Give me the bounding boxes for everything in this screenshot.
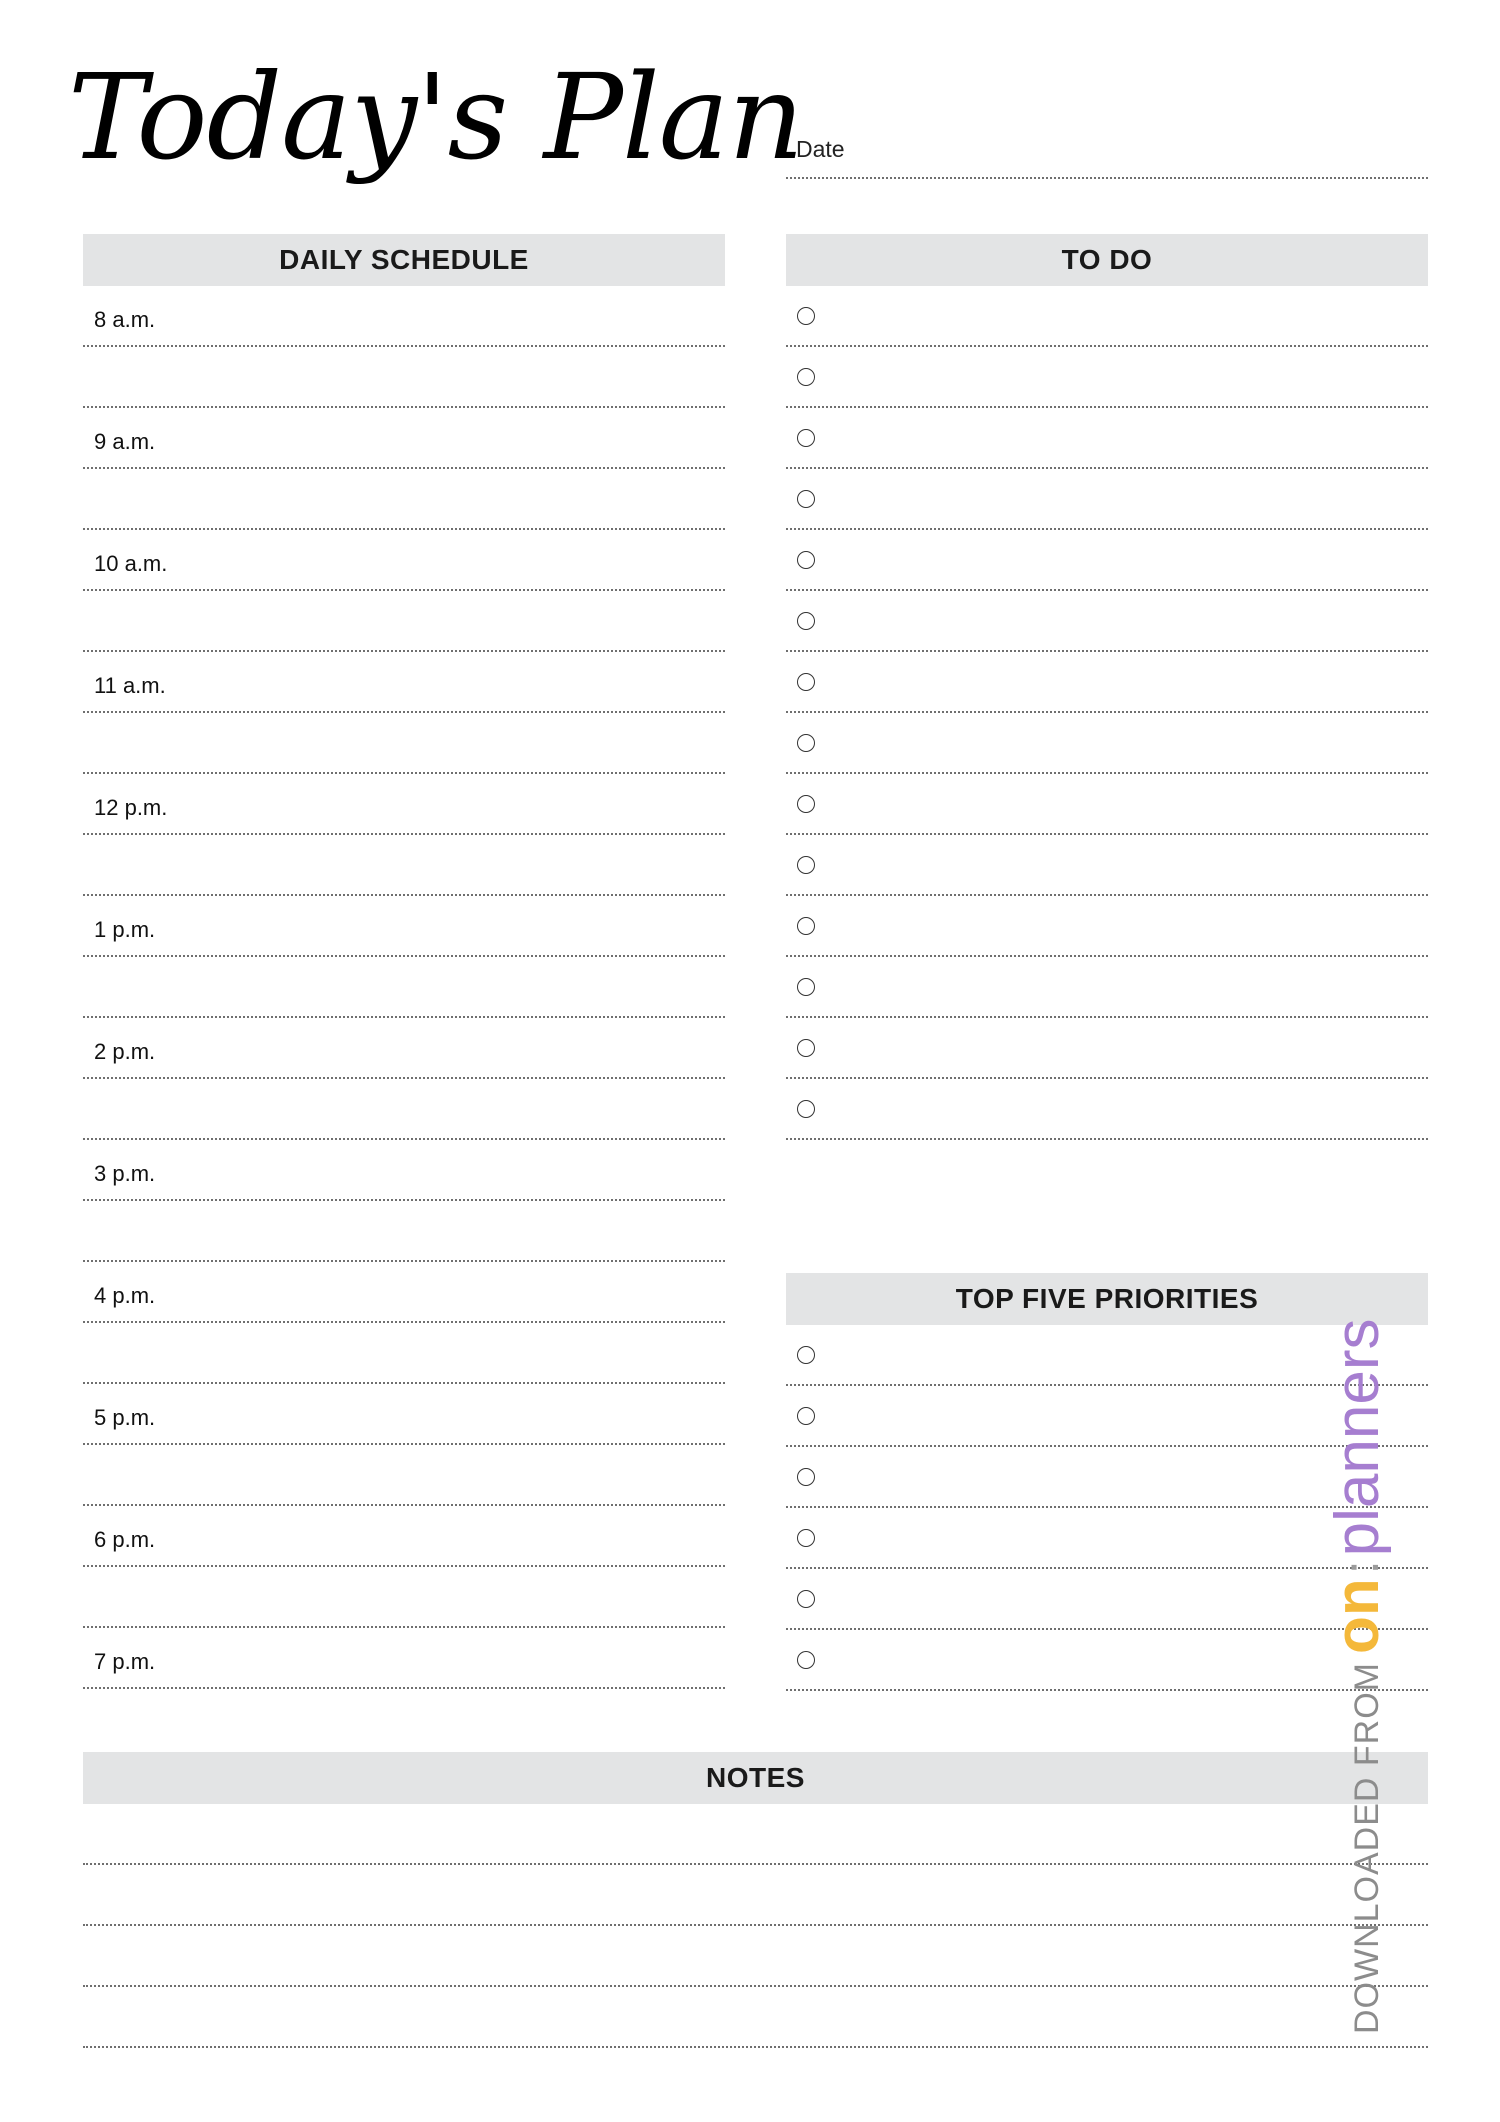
daily-schedule-title: DAILY SCHEDULE (279, 244, 529, 275)
checkbox-circle-icon[interactable] (797, 673, 815, 691)
checkbox-circle-icon[interactable] (797, 551, 815, 569)
checkbox-circle-icon[interactable] (797, 978, 815, 996)
schedule-row[interactable] (83, 652, 725, 713)
todo-item[interactable] (786, 408, 1428, 469)
todo-item[interactable] (786, 1079, 1428, 1140)
priorities-header (786, 1273, 1428, 1325)
todo-item[interactable] (786, 469, 1428, 530)
schedule-row[interactable] (83, 1506, 725, 1567)
page-title: Today's Plan (68, 48, 804, 186)
todo-item[interactable] (786, 713, 1428, 774)
schedule-row[interactable] (83, 1079, 725, 1140)
time-label: 11 a.m. (94, 673, 166, 698)
todo-item[interactable] (786, 652, 1428, 713)
checkbox-circle-icon[interactable] (797, 1590, 815, 1608)
schedule-row[interactable] (83, 469, 725, 530)
schedule-row[interactable] (83, 1201, 725, 1262)
brand-planners: planners (1323, 1318, 1392, 1557)
notes-line[interactable] (83, 1865, 1428, 1926)
daily-schedule-header (83, 234, 725, 286)
schedule-row[interactable] (83, 530, 725, 591)
time-label: 6 p.m. (94, 1527, 156, 1552)
checkbox-circle-icon[interactable] (797, 1346, 815, 1364)
notes-line[interactable] (83, 1987, 1428, 2048)
schedule-row[interactable] (83, 713, 725, 774)
todo-item[interactable] (786, 530, 1428, 591)
time-label: 7 p.m. (94, 1649, 156, 1674)
schedule-row[interactable] (83, 1323, 725, 1384)
daily-schedule-list (83, 286, 725, 1689)
date-label: Date (796, 136, 845, 162)
schedule-row[interactable] (83, 774, 725, 835)
schedule-row[interactable] (83, 408, 725, 469)
schedule-row[interactable] (83, 896, 725, 957)
time-label: 12 p.m. (94, 795, 168, 820)
checkbox-circle-icon[interactable] (797, 856, 815, 874)
checkbox-circle-icon[interactable] (797, 917, 815, 935)
date-field-line[interactable] (786, 177, 1428, 179)
checkbox-circle-icon[interactable] (797, 1039, 815, 1057)
brand-separator: : (1333, 1560, 1389, 1575)
priorities-title: TOP FIVE PRIORITIES (955, 1283, 1259, 1314)
checkbox-circle-icon[interactable] (797, 1529, 815, 1547)
schedule-row[interactable] (83, 1567, 725, 1628)
time-label: 3 p.m. (94, 1161, 156, 1186)
time-label: 9 a.m. (94, 429, 156, 454)
notes-header (83, 1752, 1428, 1804)
checkbox-circle-icon[interactable] (797, 307, 815, 325)
schedule-row[interactable] (83, 1262, 725, 1323)
brand-on: on (1323, 1578, 1392, 1654)
watermark-text: DOWNLOADED FROM (1348, 1662, 1386, 2034)
schedule-row[interactable] (83, 1018, 725, 1079)
todo-item[interactable] (786, 1018, 1428, 1079)
checkbox-circle-icon[interactable] (797, 490, 815, 508)
checkbox-circle-icon[interactable] (797, 734, 815, 752)
schedule-row[interactable] (83, 1384, 725, 1445)
todo-header (786, 234, 1428, 286)
checkbox-circle-icon[interactable] (797, 795, 815, 813)
schedule-row[interactable] (83, 835, 725, 896)
todo-item[interactable] (786, 896, 1428, 957)
schedule-row[interactable] (83, 1628, 725, 1689)
todo-item[interactable] (786, 957, 1428, 1018)
time-label: 8 a.m. (94, 307, 156, 332)
todo-item[interactable] (786, 591, 1428, 652)
notes-title: NOTES (706, 1762, 805, 1793)
todo-list (786, 286, 1428, 1140)
todo-item[interactable] (786, 347, 1428, 408)
checkbox-circle-icon[interactable] (797, 368, 815, 386)
schedule-row[interactable] (83, 1445, 725, 1506)
time-label: 5 p.m. (94, 1405, 156, 1430)
notes-line[interactable] (83, 1804, 1428, 1865)
checkbox-circle-icon[interactable] (797, 612, 815, 630)
time-label: 2 p.m. (94, 1039, 156, 1064)
notes-line[interactable] (83, 1926, 1428, 1987)
todo-item[interactable] (786, 835, 1428, 896)
time-label: 4 p.m. (94, 1283, 156, 1308)
checkbox-circle-icon[interactable] (797, 1468, 815, 1486)
schedule-row[interactable] (83, 591, 725, 652)
schedule-row[interactable] (83, 347, 725, 408)
todo-title: TO DO (1061, 244, 1153, 275)
notes-list (83, 1804, 1428, 2048)
checkbox-circle-icon[interactable] (797, 1407, 815, 1425)
checkbox-circle-icon[interactable] (797, 1100, 815, 1118)
schedule-row[interactable] (83, 1140, 725, 1201)
todo-item[interactable] (786, 774, 1428, 835)
time-label: 10 a.m. (94, 551, 168, 576)
checkbox-circle-icon[interactable] (797, 1651, 815, 1669)
watermark (1322, 1319, 1393, 2034)
time-label: 1 p.m. (94, 917, 156, 942)
checkbox-circle-icon[interactable] (797, 429, 815, 447)
todo-item[interactable] (786, 286, 1428, 347)
schedule-row[interactable] (83, 286, 725, 347)
schedule-row[interactable] (83, 957, 725, 1018)
